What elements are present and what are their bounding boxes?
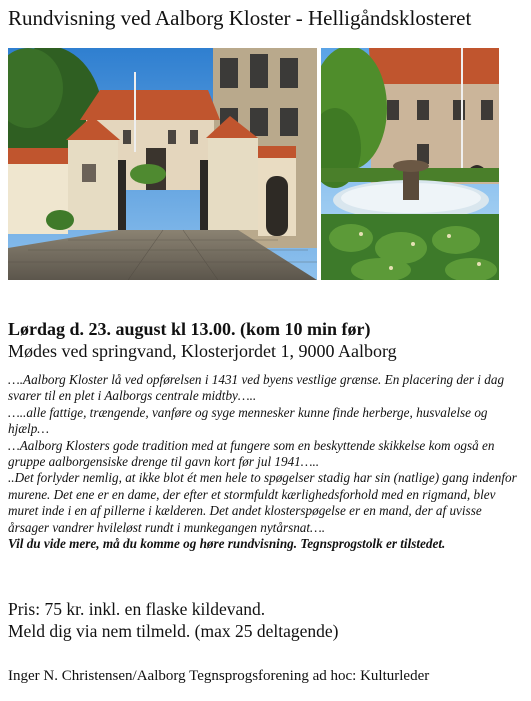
- story-paragraph: ….Aalborg Kloster lå ved opførelsen i 1431 ved byens vestlige grænse. En placering der i dag svarer til en plet i Aalborgs centrale midtby…..: [8, 372, 505, 404]
- signup-info: Meld dig via nem tilmeld. (max 25 deltagende): [8, 621, 339, 641]
- price-info: Pris: 75 kr. inkl. en flaske kildevand.: [8, 599, 266, 619]
- story-closing: Vil du vide mere, må du komme og høre rundvisning. Tegnsprogstolk er tilstedet.: [8, 536, 446, 552]
- story-paragraph: …..alle fattige, trængende, vanføre og syge mennesker kunne finde herberge, husvalelse og hjælp…: [8, 404, 488, 437]
- story-paragraph: ..Det forlyder nemlig, at ikke blot ét men hele to spøgelser stadig har sin (natlige) gang indenfor murene. Det ene er en dame, der efter et stormfuldt kærlighedsforhold med en rigmand, blev muret inde i en af pillerne i kælderen. Det andet klosterspøgelse er en mand, der af uvisse årsager vandrer hvileløst rundt i munkegangen nytårsnat….: [8, 470, 517, 535]
- story-text: [8, 372, 523, 552]
- story-paragraph: …Aalborg Klosters gode tradition med at fungere som en beskyttende skikkelse kom også en gruppe aalborgensiske drenge til gavn kort før jul 1941…..: [8, 437, 495, 470]
- page-title: Rundvisning ved Aalborg Kloster - Helligåndsklosteret: [8, 6, 472, 30]
- fountain-garden-photo: [321, 48, 499, 280]
- event-date: Lørdag d. 23. august kl 13.00. (kom 10 min før): [8, 319, 371, 339]
- meeting-place: Mødes ved springvand, Klosterjordet 1, 9000 Aalborg: [8, 341, 397, 361]
- organizer-footer: Inger N. Christensen/Aalborg Tegnsprogsforening ad hoc: Kulturleder: [8, 668, 430, 684]
- cloister-gate-photo: [8, 48, 317, 280]
